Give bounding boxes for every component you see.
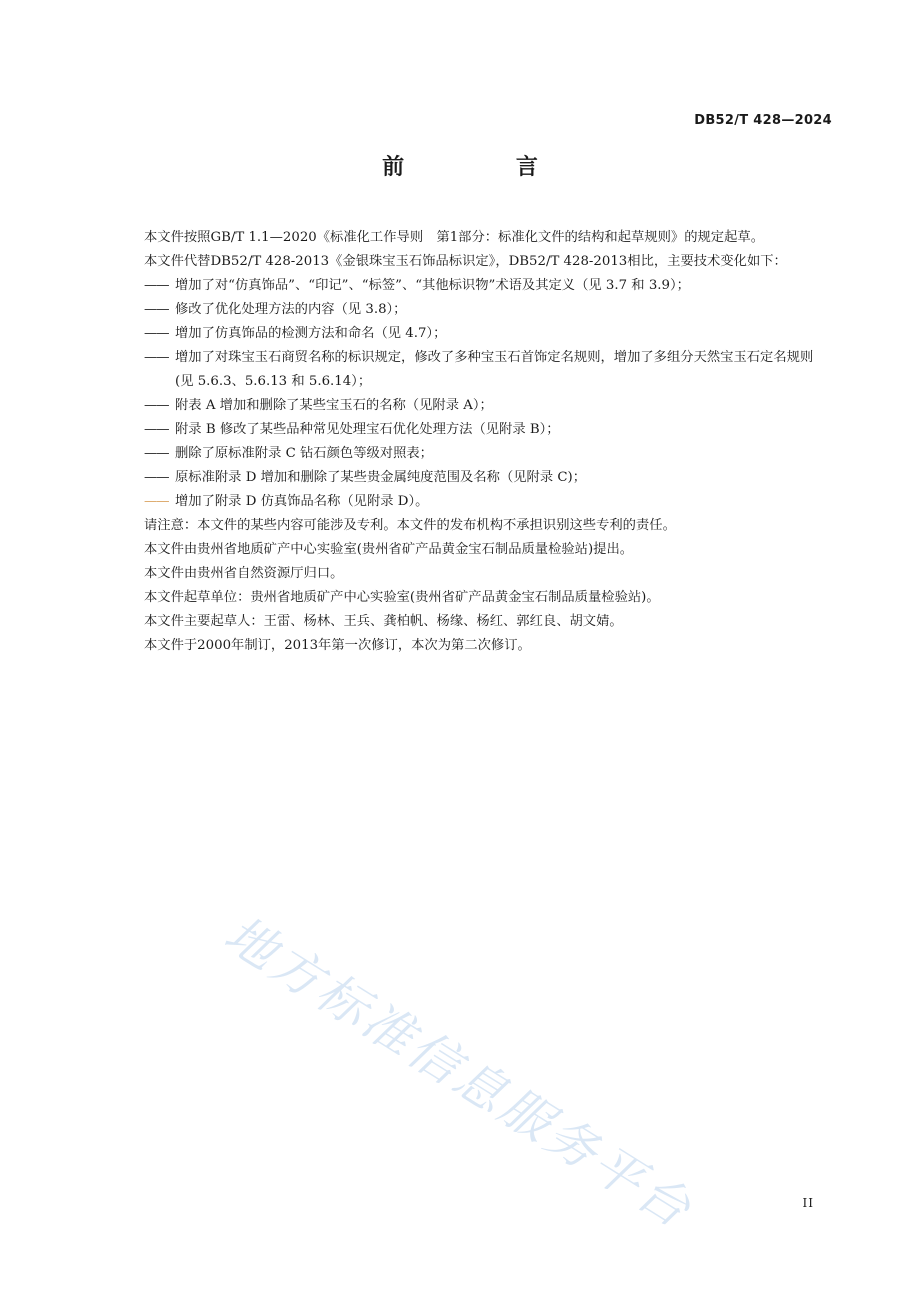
list-item-text: 修改了优化处理方法的内容（见 3.8）； — [175, 302, 407, 317]
foreword-body — [111, 226, 833, 658]
page-title: 前 言 — [382, 155, 590, 180]
list-item-text: 增加了附录 D 仿真饰品名称（见附录 D）。 — [175, 494, 429, 509]
paragraph: 本文件由贵州省地质矿产中心实验室(贵州省矿产品黄金宝石制品质量检验站)提出。 — [144, 542, 634, 557]
dash-marker: —— — [144, 470, 169, 485]
list-item-text: 删除了原标准附录 C 钻石颜色等级对照表； — [175, 446, 433, 461]
paragraph: 本文件按照GB/T 1.1—2020《标准化工作导则 第1部分：标准化文件的结构和起草规则》的规定起草。 — [144, 230, 764, 245]
page-number: II — [802, 1196, 814, 1210]
paragraph: 请注意：本文件的某些内容可能涉及专利。本文件的发布机构不承担识别这些专利的责任。 — [144, 518, 676, 533]
list-item — [111, 490, 833, 514]
list-item — [111, 394, 833, 418]
dash-marker: —— — [144, 446, 169, 461]
paragraph: 本文件由贵州省自然资源厅归口。 — [144, 566, 344, 581]
watermark: 地方标准信息服务平台 — [214, 904, 704, 1241]
list-item — [111, 322, 833, 346]
dash-marker: —— — [144, 350, 169, 365]
dash-marker: —— — [144, 398, 169, 413]
dash-marker: —— — [144, 278, 169, 293]
dash-marker: —— — [144, 326, 169, 341]
list-item-text: 原标准附录 D 增加和删除了某些贵金属纯度范围及名称（见附录 C)； — [175, 470, 587, 485]
list-item-text: 附表 A 增加和删除了某些宝玉石的名称（见附录 A）； — [175, 398, 493, 413]
paragraph: 本文件于2000年制订，2013年第一次修订，本次为第二次修订。 — [144, 638, 531, 653]
list-item — [111, 442, 833, 466]
document-code: DB52/T 428—2024 — [694, 113, 832, 128]
list-item — [111, 274, 833, 298]
list-item-text: 增加了对“仿真饰品”、“印记”、“标签”、“其他标识物”术语及其定义（见 3.7 和 3.9）； — [175, 278, 690, 293]
dash-marker: —— — [144, 422, 169, 437]
list-item — [111, 418, 833, 442]
paragraph: 本文件主要起草人：王雷、杨林、王兵、龚柏帆、杨缘、杨红、郭红良、胡文婧。 — [144, 614, 623, 629]
list-item — [111, 298, 833, 322]
list-item-text: 增加了对珠宝玉石商贸名称的标识规定，修改了多种宝玉石首饰定名规则，增加了多组分天然宝玉石定名规则 (见 5.6.3、5.6.13 和 5.6.14）； — [175, 350, 814, 389]
dash-marker: —— — [144, 494, 169, 509]
paragraph: 本文件代替DB52/T 428-2013《金银珠宝玉石饰品标识定》，DB52/T 428-2013相比，主要技术变化如下： — [144, 254, 787, 269]
list-item — [111, 466, 833, 490]
dash-marker: —— — [144, 302, 169, 317]
list-item — [111, 346, 833, 394]
paragraph: 本文件起草单位：贵州省地质矿产中心实验室(贵州省矿产品黄金宝石制品质量检验站)。 — [144, 590, 660, 605]
list-item-text: 增加了仿真饰品的检测方法和命名（见 4.7）； — [175, 326, 447, 341]
list-item-text: 附录 B 修改了某些品种常见处理宝石优化处理方法（见附录 B）； — [175, 422, 560, 437]
